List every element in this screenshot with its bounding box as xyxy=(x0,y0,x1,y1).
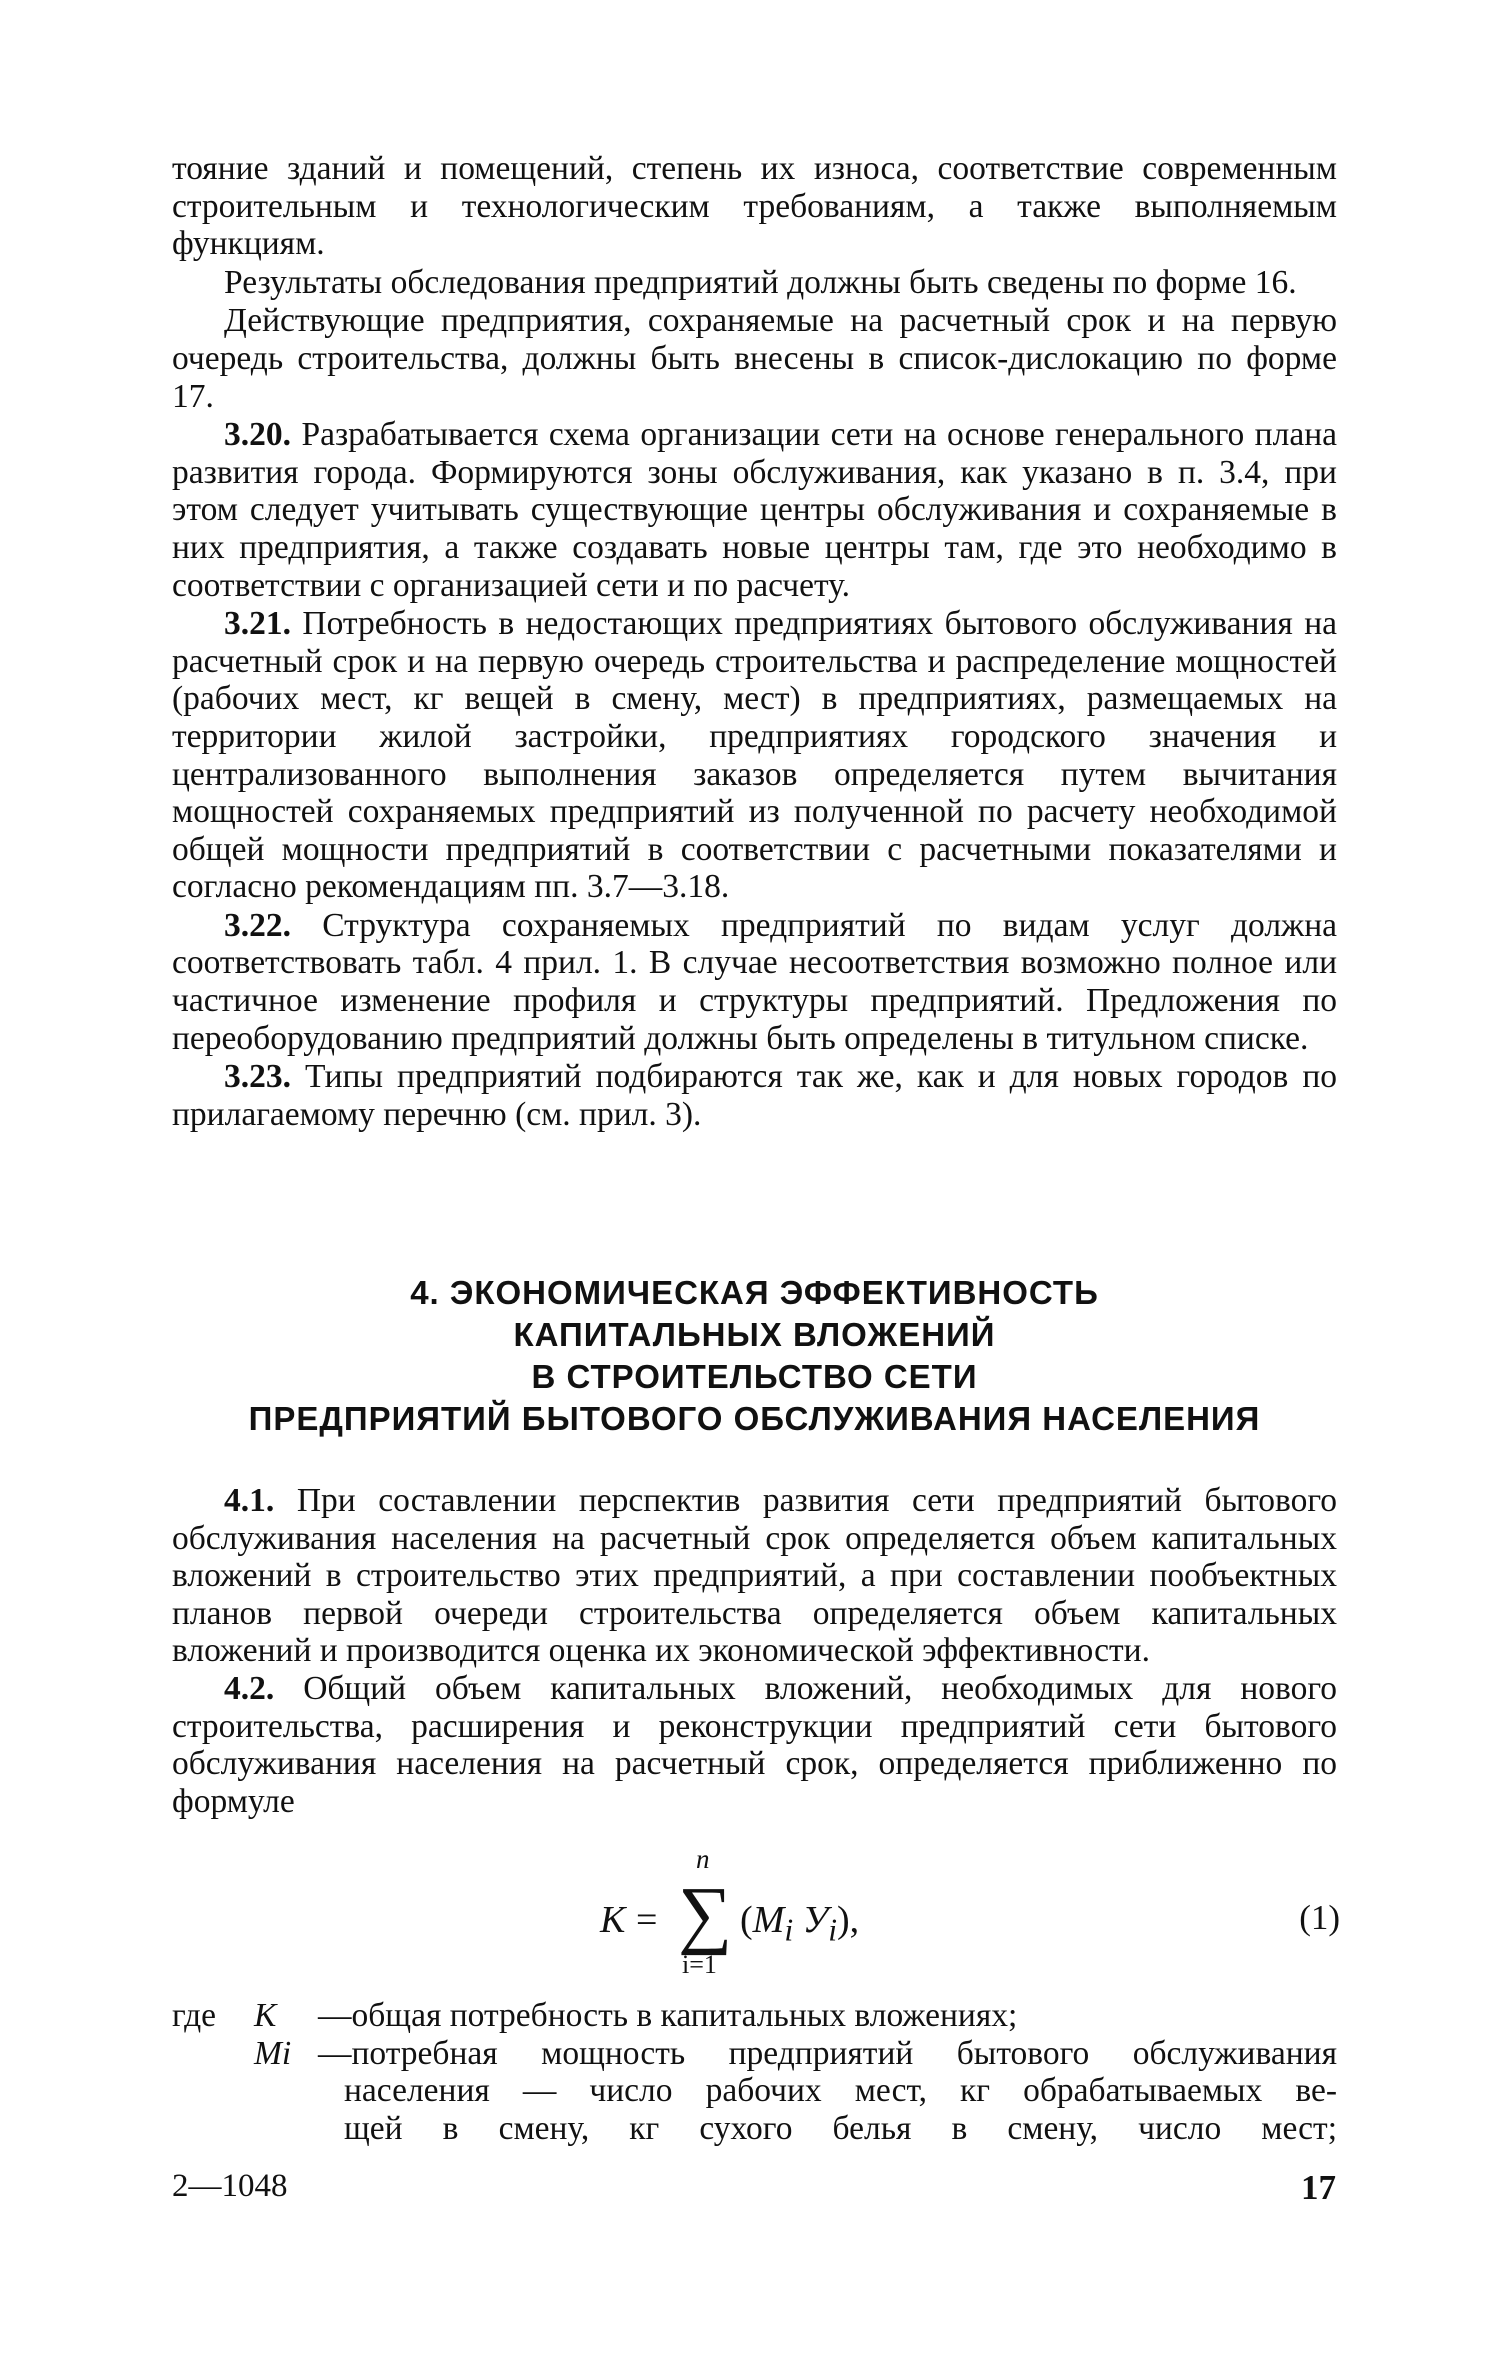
item-4-1 xyxy=(172,1482,1337,1670)
sum-symbol: ∑ xyxy=(678,1872,733,1956)
definition-symbol: Mi xyxy=(254,2034,292,2072)
definitions xyxy=(172,1997,1337,2147)
heading-line: КАПИТАЛЬНЫХ ВЛОЖЕНИЙ xyxy=(513,1316,996,1353)
definition-continuation: населения — число рабочих мест, кг обрабатываемых ве- xyxy=(344,2072,1337,2110)
item-text: Общий объем капитальных вложений, необходимых для нового строительства, расширения и реконструкции предприятий сети бытового обслуживания населения на расчетный срок, определяется приближенно по формуле xyxy=(172,1669,1338,1820)
dash: — xyxy=(318,1997,352,2034)
definition-row xyxy=(172,2035,1337,2073)
var-m: M xyxy=(752,1899,785,1941)
item-text: Потребность в недостающих предприятиях бытового обслуживания на расчетный срок и на первую очередь строительства и распределение мощностей (рабочих мест, кг вещей в смену, мест) в предприятиях, размещаемых на территории жилой застройки, предприятиях городского значения и централизованного выполнения заказов определяется путем вычитания мощностей сохраняемых предприятий из полученной по расчету необходимой общей мощности предприятий в соответствии с расчетными показателями и согласно рекомендациям пп. 3.7—3.18. xyxy=(172,605,1337,906)
definition-body: потребная мощность предприятий бытового обслуживания xyxy=(351,2034,1337,2072)
definition-text xyxy=(318,1997,1337,2035)
body-text-top xyxy=(172,150,1337,1134)
definition-symbol: K xyxy=(254,1997,277,2034)
item-3-22 xyxy=(172,907,1337,1057)
item-number: 3.22. xyxy=(224,906,291,944)
sum-upper-limit: n xyxy=(696,1844,710,1874)
item-text: Структура сохраняемых предприятий по видам услуг должна соответствовать табл. 4 прил. 1. В случае несоответствия возможно полное или частичное изменение профиля и структуры предприятий. Предложения по переоборудованию предприятий должны быть определены в титульном списке. xyxy=(172,906,1337,1057)
sub-i: i xyxy=(784,1912,794,1948)
item-3-23 xyxy=(172,1058,1337,1133)
definition-continuation: щей в смену, кг сухого белья в смену, число мест; xyxy=(344,2109,1337,2147)
formula-body xyxy=(740,1898,859,1949)
dash: — xyxy=(318,2034,352,2072)
item-number: 3.23. xyxy=(224,1058,291,1096)
formula-number: (1) xyxy=(1299,1898,1340,1937)
sum-lower-limit: i=1 xyxy=(682,1950,717,1979)
body-text-bottom xyxy=(172,1482,1337,1820)
item-3-21 xyxy=(172,605,1337,906)
item-text: Разрабатывается схема организации сети на основе генерального плана развития города. Формируются зоны обслуживания, как указано в п. 3.4, при этом следует учитывать существующие центры обслуживания и сохраняемые в них предприятия, а также создавать новые центры там, где это необходимо в соответствии с организацией сети и по расчету. xyxy=(172,416,1337,604)
item-text: Типы предприятий подбираются так же, как и для новых городов по прилагаемому перечню (см. прил. 3). xyxy=(172,1058,1337,1133)
definition-text xyxy=(318,2035,1337,2073)
definition-row xyxy=(172,1997,1337,2035)
paragraph: Действующие предприятия, сохраняемые на расчетный срок и на первую очередь строительства, должны быть внесены в список-дислокацию по форме 17. xyxy=(172,302,1337,415)
formula-lhs: K xyxy=(600,1899,626,1941)
heading-line: В СТРОИТЕЛЬСТВО СЕТИ xyxy=(531,1358,978,1395)
item-4-2 xyxy=(172,1670,1337,1820)
formula-1 xyxy=(600,1844,1340,1980)
definitions-lead: где xyxy=(172,1997,216,2034)
page-number: 17 xyxy=(1301,2168,1336,2207)
item-text: При составлении перспектив развития сети предприятий бытового обслуживания населения на расчетный срок определяется объем капитальных вложений в строительство этих предприятий, а при составлении пообъектных планов первой очереди строительства определяется объем капитальных вложений и производится оценка их экономической эффективности. xyxy=(172,1482,1337,1670)
var-y: У xyxy=(802,1899,829,1941)
heading-line: ПРЕДПРИЯТИЙ БЫТОВОГО ОБСЛУЖИВАНИЯ НАСЕЛЕНИЯ xyxy=(248,1400,1261,1437)
paragraph: Результаты обследования предприятий должны быть сведены по форме 16. xyxy=(224,263,1297,301)
sub-i: i xyxy=(828,1912,837,1948)
item-number: 4.1. xyxy=(224,1482,275,1519)
item-number: 3.21. xyxy=(224,605,291,643)
paren-open: ( xyxy=(740,1899,753,1941)
item-number: 3.20. xyxy=(224,416,291,454)
indent xyxy=(172,2035,254,2073)
definition-body: общая потребность в капитальных вложениях; xyxy=(351,1997,1018,2034)
item-number: 4.2. xyxy=(224,1669,275,1707)
paragraph: тояние зданий и помещений, степень их износа, соответствие современным строительным и технологическим требованиям, а также выполняемым функциям. xyxy=(172,150,1337,263)
item-3-20 xyxy=(172,416,1337,604)
section-heading xyxy=(172,1272,1337,1440)
formula-equals: = xyxy=(636,1899,658,1941)
heading-line: 4. ЭКОНОМИЧЕСКАЯ ЭФФЕКТИВНОСТЬ xyxy=(410,1274,1099,1311)
signature-mark: 2—1048 xyxy=(172,2168,288,2204)
paren-close: ), xyxy=(836,1899,860,1941)
